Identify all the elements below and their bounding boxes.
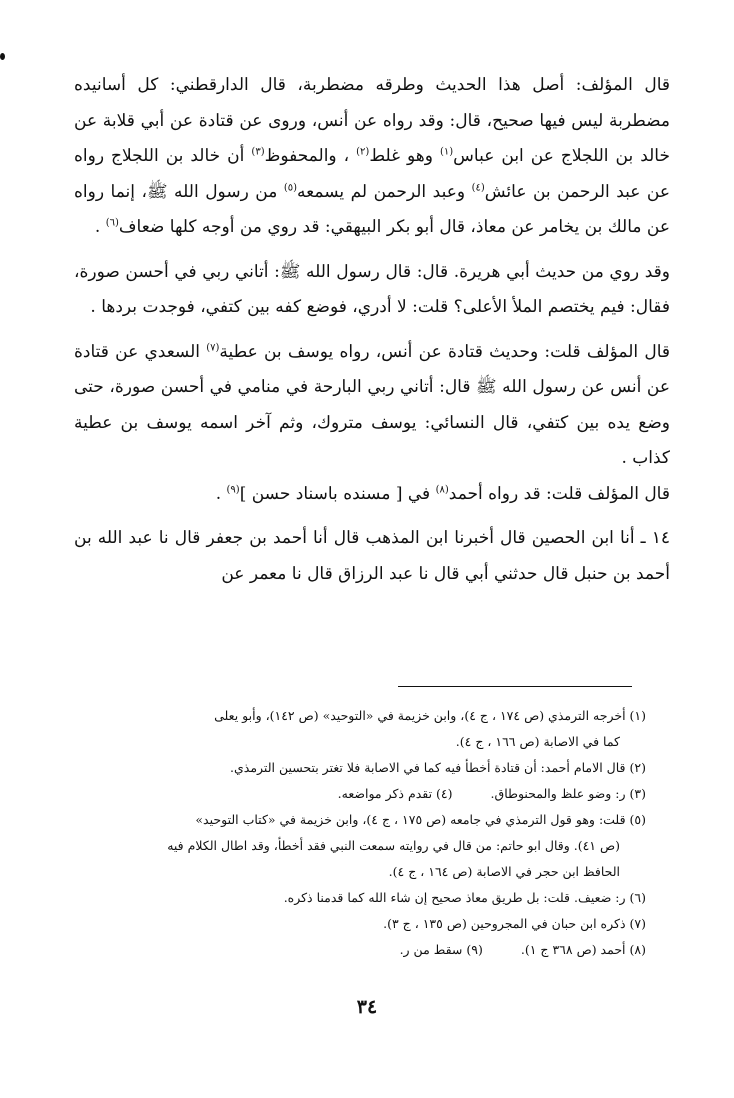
text-line: . xyxy=(215,483,227,504)
text-line: نا عبد الله بن أحمد بن حنبل قال حدثني أبي قال نا عبد الرزاق قال نا معمر عن xyxy=(74,528,670,584)
text-line: ، والمحفوظ xyxy=(264,146,357,166)
text-line: أن خالد بن اللجلاج رواه عن عبد الرحمن بن عائش xyxy=(74,146,671,202)
footnote-6: (٦) ر: ضعيف. قلت: بل طريق معاذ صحيح إن شاء الله كما قدمنا ذكره. xyxy=(283,890,646,905)
footnotes-8-9 xyxy=(74,937,646,963)
footnote-ref: (٤) xyxy=(471,181,485,193)
text-line: منامي في أحسن صورة، حتى وضع يده بين كتفي، قال النسائي: يوسف xyxy=(74,377,671,433)
footnote-ref: (٣) xyxy=(251,146,265,158)
text-line: قال المؤلف قلت: وحديث قتادة عن أنس، رواه يوسف بن عطية xyxy=(219,341,671,362)
text-line: أسانيده مضطربة ليس فيها صحيح، قال: وقد رواه عن أنس، وروى عن قتادة xyxy=(74,75,671,131)
footnote-ref: (٢) xyxy=(356,146,370,158)
scan-mark xyxy=(0,53,5,60)
footnote-2: (٢) قال الامام أحمد: أن قتادة أخطأ فيه كما في الاصابة فلا تغتر بتحسين الترمذي. xyxy=(230,760,646,775)
footnote-1: (١) أخرجه الترمذي (ص ١٧٤ ، ج ٤)، وابن خزيمة في «التوحيد» (ص ١٤٢)، وأبو يعلى xyxy=(214,708,646,723)
footnotes-3-4 xyxy=(74,781,646,807)
footnote-5: (٥) قلت: وهو قول الترمذي في جامعه (ص ١٧٥ ، ج ٤)، وابن خزيمة في «كتاب التوحيد» xyxy=(195,812,646,827)
paragraph-1 xyxy=(74,68,670,246)
footnotes xyxy=(74,703,646,963)
footnote-8: (٨) أحمد (ص ٣٦٨ ج ١). xyxy=(520,942,646,957)
footnote-4: (٤) تقدم ذكر مواضعه. xyxy=(337,786,453,801)
paragraph-4 xyxy=(74,477,670,513)
text-line: قال المؤلف قلت: قد رواه أحمد xyxy=(448,483,670,504)
text-line: وعبد الرحمن لم يسمعه xyxy=(297,181,472,202)
text-line: متروك، وثم آخر اسمه يوسف بن عطية كذاب . xyxy=(74,412,670,468)
footnote-ref: (٩) xyxy=(226,483,240,495)
text-line: عن أبي قلابة عن خالد بن اللجلاج عن ابن عباس xyxy=(74,110,670,166)
footnote-ref: (١) xyxy=(439,146,454,158)
footnote-5-continued: الحافظ ابن حجر في الاصابة (ص ١٦٤ ، ج ٤). xyxy=(388,864,620,879)
paragraph-3 xyxy=(74,335,670,477)
text-line: . xyxy=(94,217,106,237)
footnote-ref: (٧) xyxy=(206,341,220,353)
text-line: من رسول الله ﷺ، إنما رواه عن مالك بن يخامر عن معاذ، قال أبو بكر xyxy=(74,181,670,237)
text-line: السعدي عن قتادة عن أنس عن رسول الله ﷺ قال: أتاني ربي البارحة في xyxy=(74,341,670,397)
text-line: وهو غلط xyxy=(369,146,440,166)
footnote-7: (٧) ذكره ابن حبان في المجروحين (ص ١٣٥ ، ج ٣). xyxy=(383,916,646,931)
paragraph-5 xyxy=(74,521,670,592)
page-number: ٣٤ xyxy=(356,996,378,1018)
footnote-ref: (٥) xyxy=(283,181,298,193)
text-line: أحسن صورة، فقال: فيم يختصم الملأ الأعلى؟ قلت: لا أدري، فوضع كفه بين xyxy=(74,261,670,317)
footnote-ref: (٦) xyxy=(105,217,119,229)
text-line: البيهقي: قد روي من أوجه كلها ضعاف xyxy=(118,217,382,237)
paragraph-2 xyxy=(74,255,670,326)
footnote-separator xyxy=(398,686,632,687)
text-line: في [ مسنده باسناد حسن ] xyxy=(239,483,436,504)
text-line: وقد روي من حديث أبي هريرة. قال: قال رسول الله ﷺ: أتاني ربي في xyxy=(174,261,670,282)
footnote-ref: (٨) xyxy=(435,483,449,495)
text-line: ١٤ ـ أنا ابن الحصين قال أخبرنا ابن المذهب قال أنا أحمد بن جعفر قال xyxy=(174,528,670,548)
footnote-3: (٣) ر: وضو علظ والمحنوطاق. xyxy=(490,786,646,801)
footnote-1-continued: كما في الاصابة (ص ١٦٦ ، ج ٤). xyxy=(455,734,620,749)
footnote-9: (٩) سقط من ر. xyxy=(399,942,483,957)
main-text xyxy=(74,68,670,592)
text-line: قال المؤلف: أصل هذا الحديث وطرقه مضطربة، قال الدارقطني: كل xyxy=(137,75,670,95)
footnote-5-continued: (ص ٤١). وقال ابو حاتم: من قال في روايته سمعت النبي فقد أخطأ، وقد اطال الكلام فيه xyxy=(167,838,620,853)
text-line: كتفي، فوجدت بردها . xyxy=(90,297,242,317)
